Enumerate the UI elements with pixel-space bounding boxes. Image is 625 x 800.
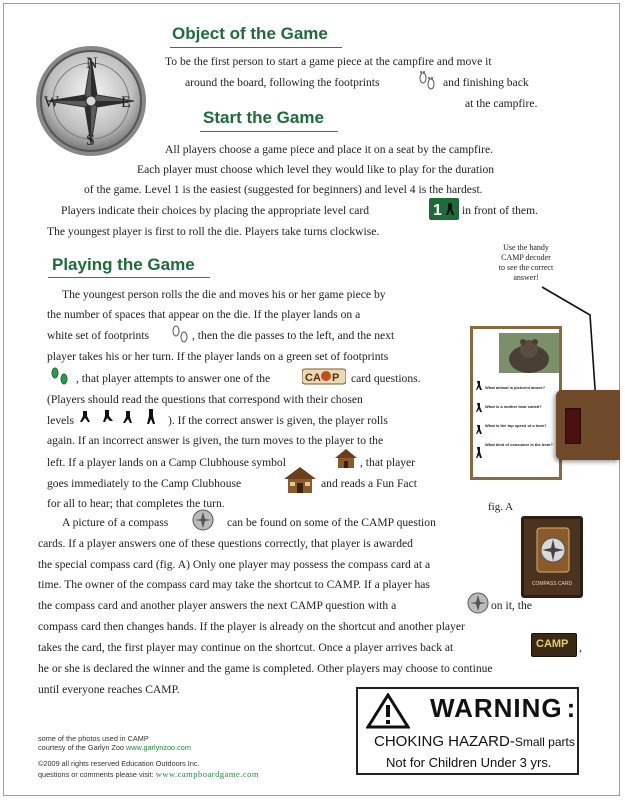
callout-line-4: answer! <box>513 273 539 282</box>
footer-questions-text: questions or comments please visit: <box>38 770 156 779</box>
svg-text:CA: CA <box>305 372 321 384</box>
playing-line-5b: card questions. <box>351 372 421 385</box>
warning-line-3: Not for Children Under 3 yrs. <box>386 755 552 770</box>
card-question-3: What is the top speed of a bear? <box>485 423 547 428</box>
compass-line-2: cards. If a player answers one of these questions correctly, that player is awarded <box>38 537 413 550</box>
compass-line-7a: takes the card, the first player may continue on the shortcut. Once a player arrives back at <box>38 641 454 654</box>
playing-heading: Playing the Game <box>52 255 195 274</box>
copyright-text: 2009 all rights reserved Education Outdoors Inc. <box>43 759 200 768</box>
playing-line-9b: , that player <box>360 456 416 469</box>
object-line-3: and finishing back <box>443 76 529 89</box>
footprints-icon <box>416 70 438 99</box>
card-question-1: What animal is pictured above? <box>485 385 546 390</box>
compass-card-icon <box>536 527 570 573</box>
footer-questions <box>38 769 259 779</box>
clubhouse-small-icon <box>333 446 359 477</box>
footer-photos-credit: courtesy of the Garlyn Zoo <box>38 743 127 752</box>
playing-line-8: again. If an incorrect answer is given, the turn moves to the player to the <box>47 434 384 447</box>
compass-w: W <box>44 94 60 111</box>
card-level-figures <box>474 379 484 474</box>
compass-line-8: he or she is declared the winner and the game is completed. Other players may choose to continue <box>38 662 493 675</box>
start-heading-underline <box>200 131 338 132</box>
playing-line-9a: left. If a player lands on a Camp Clubhouse symbol <box>47 456 286 469</box>
start-heading: Start the Game <box>203 108 324 127</box>
compass-s: S <box>86 132 95 149</box>
garlyn-zoo-link[interactable]: www.garlynzoo.com <box>126 743 191 752</box>
small-parts-text: Small parts <box>514 735 575 749</box>
svg-text:P: P <box>332 372 340 384</box>
callout-line-2: CAMP decoder <box>501 253 551 262</box>
playing-heading-underline <box>48 277 210 278</box>
compass-card-figure <box>521 516 583 598</box>
decoder-callout <box>486 243 566 283</box>
start-line-4: Players indicate their choices by placing the appropriate level card <box>61 204 370 217</box>
level-card-number: 1 <box>433 202 442 219</box>
playing-line-3b: , then the die passes to the left, and the next <box>192 329 395 342</box>
compass-line-6: compass card then changes hands. If the player is already on the shortcut and another player <box>38 620 465 633</box>
clubhouse-icon <box>283 465 317 502</box>
start-line-1: All players choose a game piece and place it on a seat by the campfire. <box>165 143 494 156</box>
compass-line-3: the special compass card (fig. A) Only one player may possess the compass card at a <box>38 558 431 571</box>
playing-line-11: for all to hear; that completes the turn. <box>47 497 225 510</box>
warning-title <box>430 693 576 724</box>
camp-badge <box>531 633 577 657</box>
playing-line-10a: goes immediately to the Camp Clubhouse <box>47 477 242 490</box>
footer-copyright <box>38 759 200 768</box>
playing-line-7b: ). If the correct answer is given, the player rolls <box>168 414 388 427</box>
compass-line-1b: can be found on some of the CAMP question <box>227 516 436 529</box>
compass-line-1a: A picture of a compass <box>62 516 169 529</box>
playing-line-6: (Players should read the questions that correspond with their chosen <box>47 393 363 406</box>
bear-photo <box>499 333 559 373</box>
warning-box <box>356 687 579 775</box>
object-line-1: To be the first person to start a game piece at the campfire and move it <box>165 55 492 68</box>
footer-photos-line-1: some of the photos used in CAMP <box>38 734 149 743</box>
callout-line-1: Use the handy <box>503 243 549 252</box>
start-line-6: The youngest player is first to roll the die. Players take turns clockwise. <box>47 225 380 238</box>
compass-logo <box>30 44 152 158</box>
playing-line-4: player takes his or her turn. If the player lands on a green set of footprints <box>47 350 389 363</box>
object-line-4: at the campfire. <box>465 97 538 110</box>
start-line-2: Each player must choose which level they would like to play for the duration <box>137 163 495 176</box>
start-line-3: of the game. Level 1 is the easiest (suggested for beginners) and level 4 is the hardest. <box>84 183 483 196</box>
object-heading: Object of the Game <box>172 24 328 43</box>
decoder-sleeve <box>556 390 620 460</box>
compass-card-label: COMPASS CARD <box>531 581 573 587</box>
warning-line-2 <box>374 733 575 750</box>
playing-line-2: the number of spaces that appear on the die. If the player lands on a <box>47 308 361 321</box>
fig-a-label: fig. A <box>488 501 514 513</box>
card-question-2: What is a mother bear called? <box>485 404 542 409</box>
campboardgame-link[interactable]: www.campboardgame.com <box>155 769 260 779</box>
choking-hazard-text: CHOKING HAZARD- <box>374 733 515 750</box>
playing-line-10b: and reads a Fun Fact <box>321 477 417 490</box>
playing-line-7a: levels <box>47 414 75 427</box>
compass-e: E <box>121 94 131 111</box>
compass-coin-icon-2 <box>467 592 489 621</box>
object-heading-underline <box>170 47 342 48</box>
playing-line-3a: white set of footprints <box>47 329 150 342</box>
question-card <box>470 326 562 480</box>
camp-badge-text: CAMP <box>536 638 569 650</box>
compass-line-5b: on it, the <box>491 599 532 612</box>
card-question-4: What kind of consumer is the bear? <box>485 442 553 447</box>
compass-line-5a: the compass card and another player answers the next CAMP question with a <box>38 599 397 612</box>
start-line-5: in front of them. <box>462 204 538 217</box>
playing-line-1: The youngest person rolls the die and moves his or her game piece by <box>62 288 386 301</box>
object-line-2: around the board, following the footprints <box>185 76 380 89</box>
warning-title-colon: : <box>566 693 577 723</box>
compass-n: N <box>86 55 98 72</box>
decoder-window <box>565 408 581 444</box>
warning-title-word: WARNING <box>430 693 563 723</box>
warning-triangle-icon <box>366 693 410 729</box>
compass-line-9: until everyone reaches CAMP. <box>38 683 180 696</box>
copyright-icon: © <box>38 759 44 768</box>
compass-line-4: time. The owner of the compass card may take the shortcut to CAMP. If a player has <box>38 578 430 591</box>
level-card-icon <box>429 198 459 227</box>
compass-line-7b: , <box>579 641 582 654</box>
footer-photos-line-2 <box>38 743 191 752</box>
callout-line-3: to see the correct <box>498 263 554 272</box>
playing-line-5a: , that player attempts to answer one of the <box>76 372 271 385</box>
